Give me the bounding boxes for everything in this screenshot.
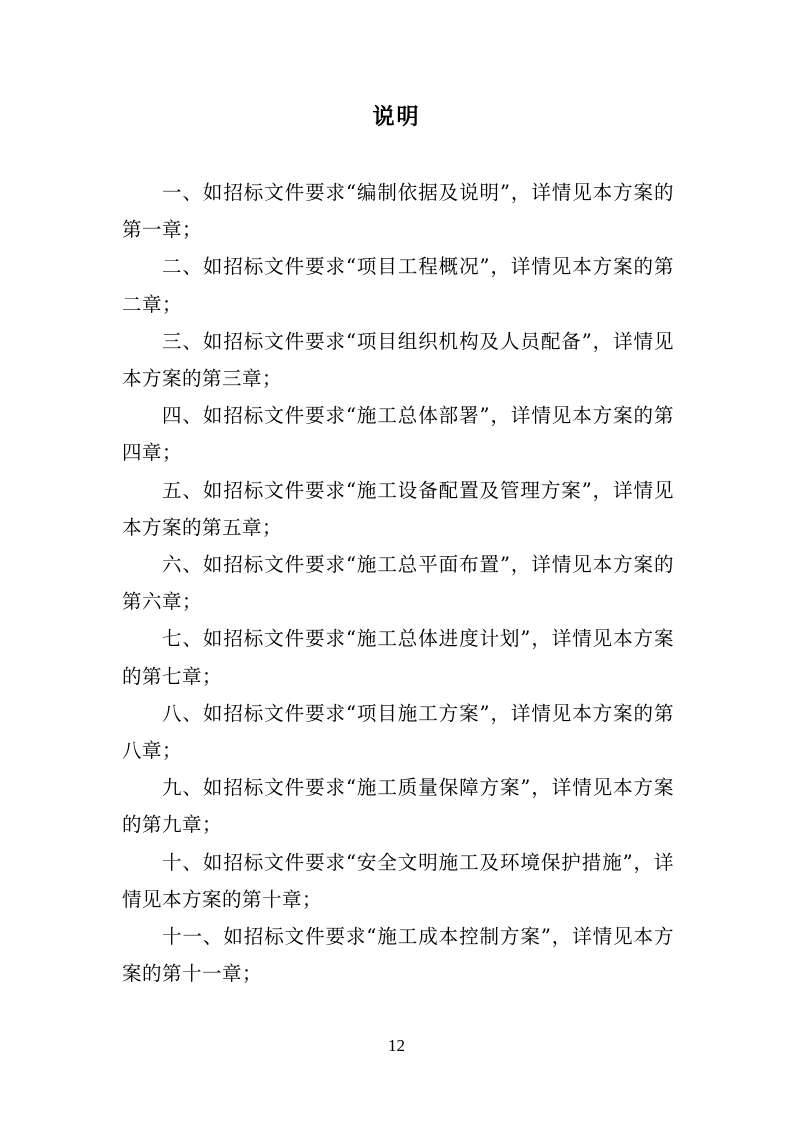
paragraph-6: 六、如招标文件要求“施工总平面布置”，详情见本方案的第六章； bbox=[122, 553, 674, 614]
paragraph-11: 十一、如招标文件要求“施工成本控制方案”，详情见本方案的第十一章； bbox=[122, 925, 674, 986]
document-title: 说明 bbox=[372, 104, 421, 130]
paragraph-5: 五、如招标文件要求“施工设备配置及管理方案”，详情见本方案的第五章； bbox=[122, 478, 674, 539]
paragraph-1: 一、如招标文件要求“编制依据及说明”，详情见本方案的第一章； bbox=[122, 181, 674, 242]
paragraph-8: 八、如招标文件要求“项目施工方案”，详情见本方案的第八章； bbox=[122, 701, 674, 763]
paragraph-2: 二、如招标文件要求“项目工程概况”，详情见本方案的第二章； bbox=[122, 255, 674, 316]
document-body bbox=[122, 174, 674, 992]
paragraph-4: 四、如招标文件要求“施工总体部署”，详情见本方案的第四章； bbox=[122, 404, 674, 465]
paragraph-3: 三、如招标文件要求“项目组织机构及人员配备”，详情见本方案的第三章； bbox=[122, 329, 674, 391]
paragraph-10: 十、如招标文件要求“安全文明施工及环境保护措施”，详情见本方案的第十章； bbox=[122, 850, 674, 911]
paragraph-7: 七、如招标文件要求“施工总体进度计划”，详情见本方案的第七章； bbox=[122, 627, 674, 688]
page-number: 12 bbox=[388, 1036, 405, 1055]
paragraph-9: 九、如招标文件要求“施工质量保障方案”，详情见本方案的第九章； bbox=[122, 776, 674, 837]
